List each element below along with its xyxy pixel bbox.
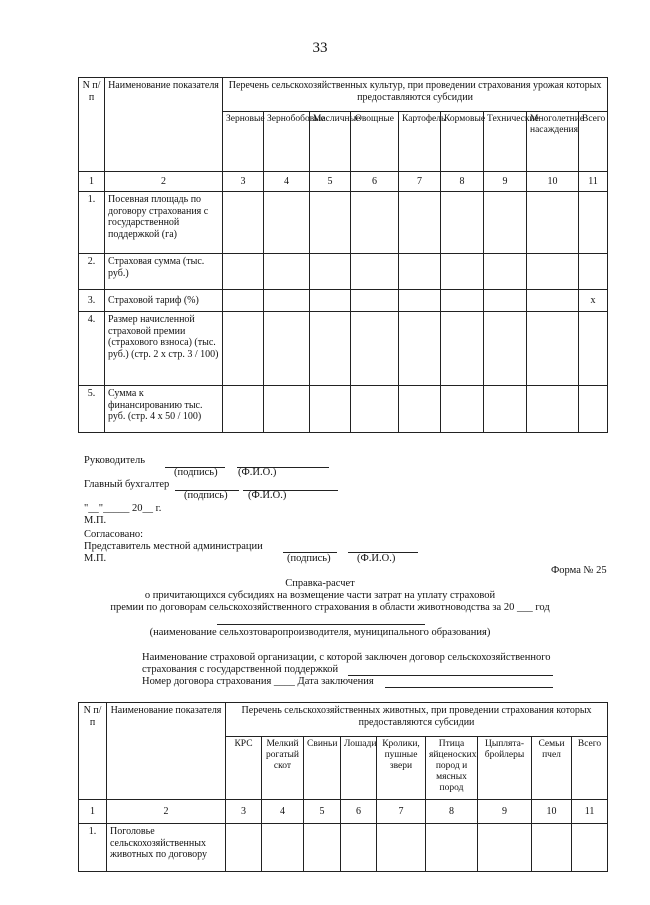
producer-line [217, 624, 425, 625]
col-number: 2 [107, 800, 226, 824]
total-mark: x [579, 290, 608, 312]
head-label: Руководитель [84, 455, 145, 466]
table-row [79, 192, 608, 254]
row-label: Размер начисленной страховой премии (страхового взноса) (тыс. руб.) (стр. 2 x стр. 3 / 100) [105, 312, 223, 386]
date-line: "__"_____ 20__ г. [84, 503, 162, 514]
row-label: Посевная площадь по договору страхования с государственной поддержкой (га) [105, 192, 223, 254]
table-row [79, 824, 608, 872]
col-number: 4 [264, 172, 310, 192]
col-number: 3 [223, 172, 264, 192]
row-number: 2. [79, 254, 105, 290]
table-row [79, 290, 608, 312]
col-number: 7 [377, 800, 426, 824]
subcol-header: Свиньи [304, 737, 341, 800]
fio-caption: (Ф.И.О.) [248, 490, 287, 501]
subcol-header: Картофель [399, 112, 441, 172]
sign-caption: (подпись) [174, 467, 218, 478]
col-number: 11 [572, 800, 608, 824]
col-number: 10 [532, 800, 572, 824]
col-number: 10 [527, 172, 579, 192]
subcol-header: Мелкий рогатый скот [262, 737, 304, 800]
group-header: Перечень сельскохозяйственных животных, при проведении страхования которых предоставляются субсидии [226, 703, 608, 737]
subcol-header: Птица яйценоских пород и мясных пород [426, 737, 478, 800]
group-header: Перечень сельскохозяйственных культур, при проведении страхования урожая которых предоставляются субсидии [223, 78, 608, 112]
row-label: Поголовье сельскохозяйственных животных по договору [107, 824, 226, 872]
livestock-subsidy-table [78, 702, 608, 872]
subcol-header: Всего [579, 112, 608, 172]
subcol-header: Семьи пчел [532, 737, 572, 800]
table-row [79, 254, 608, 290]
subcol-header: Цыплята-бройлеры [478, 737, 532, 800]
col-number: 5 [310, 172, 351, 192]
col-number: 5 [304, 800, 341, 824]
table-row [79, 312, 608, 386]
subcol-header: Зерновые [223, 112, 264, 172]
page-number: 33 [312, 40, 328, 56]
form-subtitle-line: о причитающихся субсидиях на возмещение части затрат на уплату страховой [144, 590, 496, 601]
subcol-header: Лошади [341, 737, 377, 800]
fio-caption: (Ф.И.О.) [238, 467, 277, 478]
col-name-header: Наименование показателя [107, 703, 226, 800]
row-label: Сумма к финансированию тыс. руб. (стр. 4 x 50 / 100) [105, 386, 223, 433]
insurer-label: Наименование страховой организации, с которой заключен договор сельскохозяйственного [142, 652, 551, 663]
col-number: 4 [262, 800, 304, 824]
sign-caption: (подпись) [287, 553, 331, 564]
col-number: 9 [484, 172, 527, 192]
subcol-header: КРС [226, 737, 262, 800]
col-number: 6 [351, 172, 399, 192]
row-label: Страховой тариф (%) [105, 290, 223, 312]
fio-caption: (Ф.И.О.) [357, 553, 396, 564]
crops-subsidy-table [78, 77, 608, 433]
row-number: 5. [79, 386, 105, 433]
sign-caption: (подпись) [184, 490, 228, 501]
row-number: 3. [79, 290, 105, 312]
stamp-place: М.П. [84, 515, 107, 526]
row-number: 4. [79, 312, 105, 386]
subcol-header: Кормовые [441, 112, 484, 172]
col-number: 2 [105, 172, 223, 192]
col-number: 7 [399, 172, 441, 192]
col-number: 6 [341, 800, 377, 824]
col-number: 1 [79, 800, 107, 824]
col-number: 9 [478, 800, 532, 824]
col-number: 11 [579, 172, 608, 192]
form-number: Форма № 25 [551, 565, 607, 576]
representative-label: Представитель местной администрации [84, 541, 263, 552]
insurer-line [348, 675, 553, 676]
form-subtitle-line: премии по договорам сельскохозяйственного страхования в области животноводства за 20 ___ год [110, 602, 550, 613]
producer-caption: (наименование сельхозтоваропроизводителя, муниципального образования) [149, 627, 491, 638]
col-number: 8 [426, 800, 478, 824]
col-number: 1 [79, 172, 105, 192]
agreed-label: Согласовано: [84, 529, 144, 540]
subcol-header: Овощные [351, 112, 399, 172]
col-n-header: N п/п [79, 703, 107, 800]
subcol-header: Многолетние насаждения [527, 112, 579, 172]
col-number: 3 [226, 800, 262, 824]
contract-date-line [385, 687, 553, 688]
col-name-header: Наименование показателя [105, 78, 223, 172]
form-title: Справка-расчет [285, 578, 355, 589]
contract-label: Номер договора страхования ____ Дата заключения [142, 676, 374, 687]
table-row [79, 386, 608, 433]
col-number: 8 [441, 172, 484, 192]
row-number: 1. [79, 192, 105, 254]
stamp-place: М.П. [84, 553, 107, 564]
insurer-label: страхования с государственной поддержкой [142, 664, 339, 675]
accountant-label: Главный бухгалтер [84, 479, 170, 490]
col-n-header: N п/п [79, 78, 105, 172]
subcol-header: Всего [572, 737, 608, 800]
subcol-header: Технические [484, 112, 527, 172]
subcol-header: Зернобобовые [264, 112, 310, 172]
row-number: 1. [79, 824, 107, 872]
row-label: Страховая сумма (тыс. руб.) [105, 254, 223, 290]
subcol-header: Масличные [310, 112, 351, 172]
subcol-header: Кролики, пушные звери [377, 737, 426, 800]
